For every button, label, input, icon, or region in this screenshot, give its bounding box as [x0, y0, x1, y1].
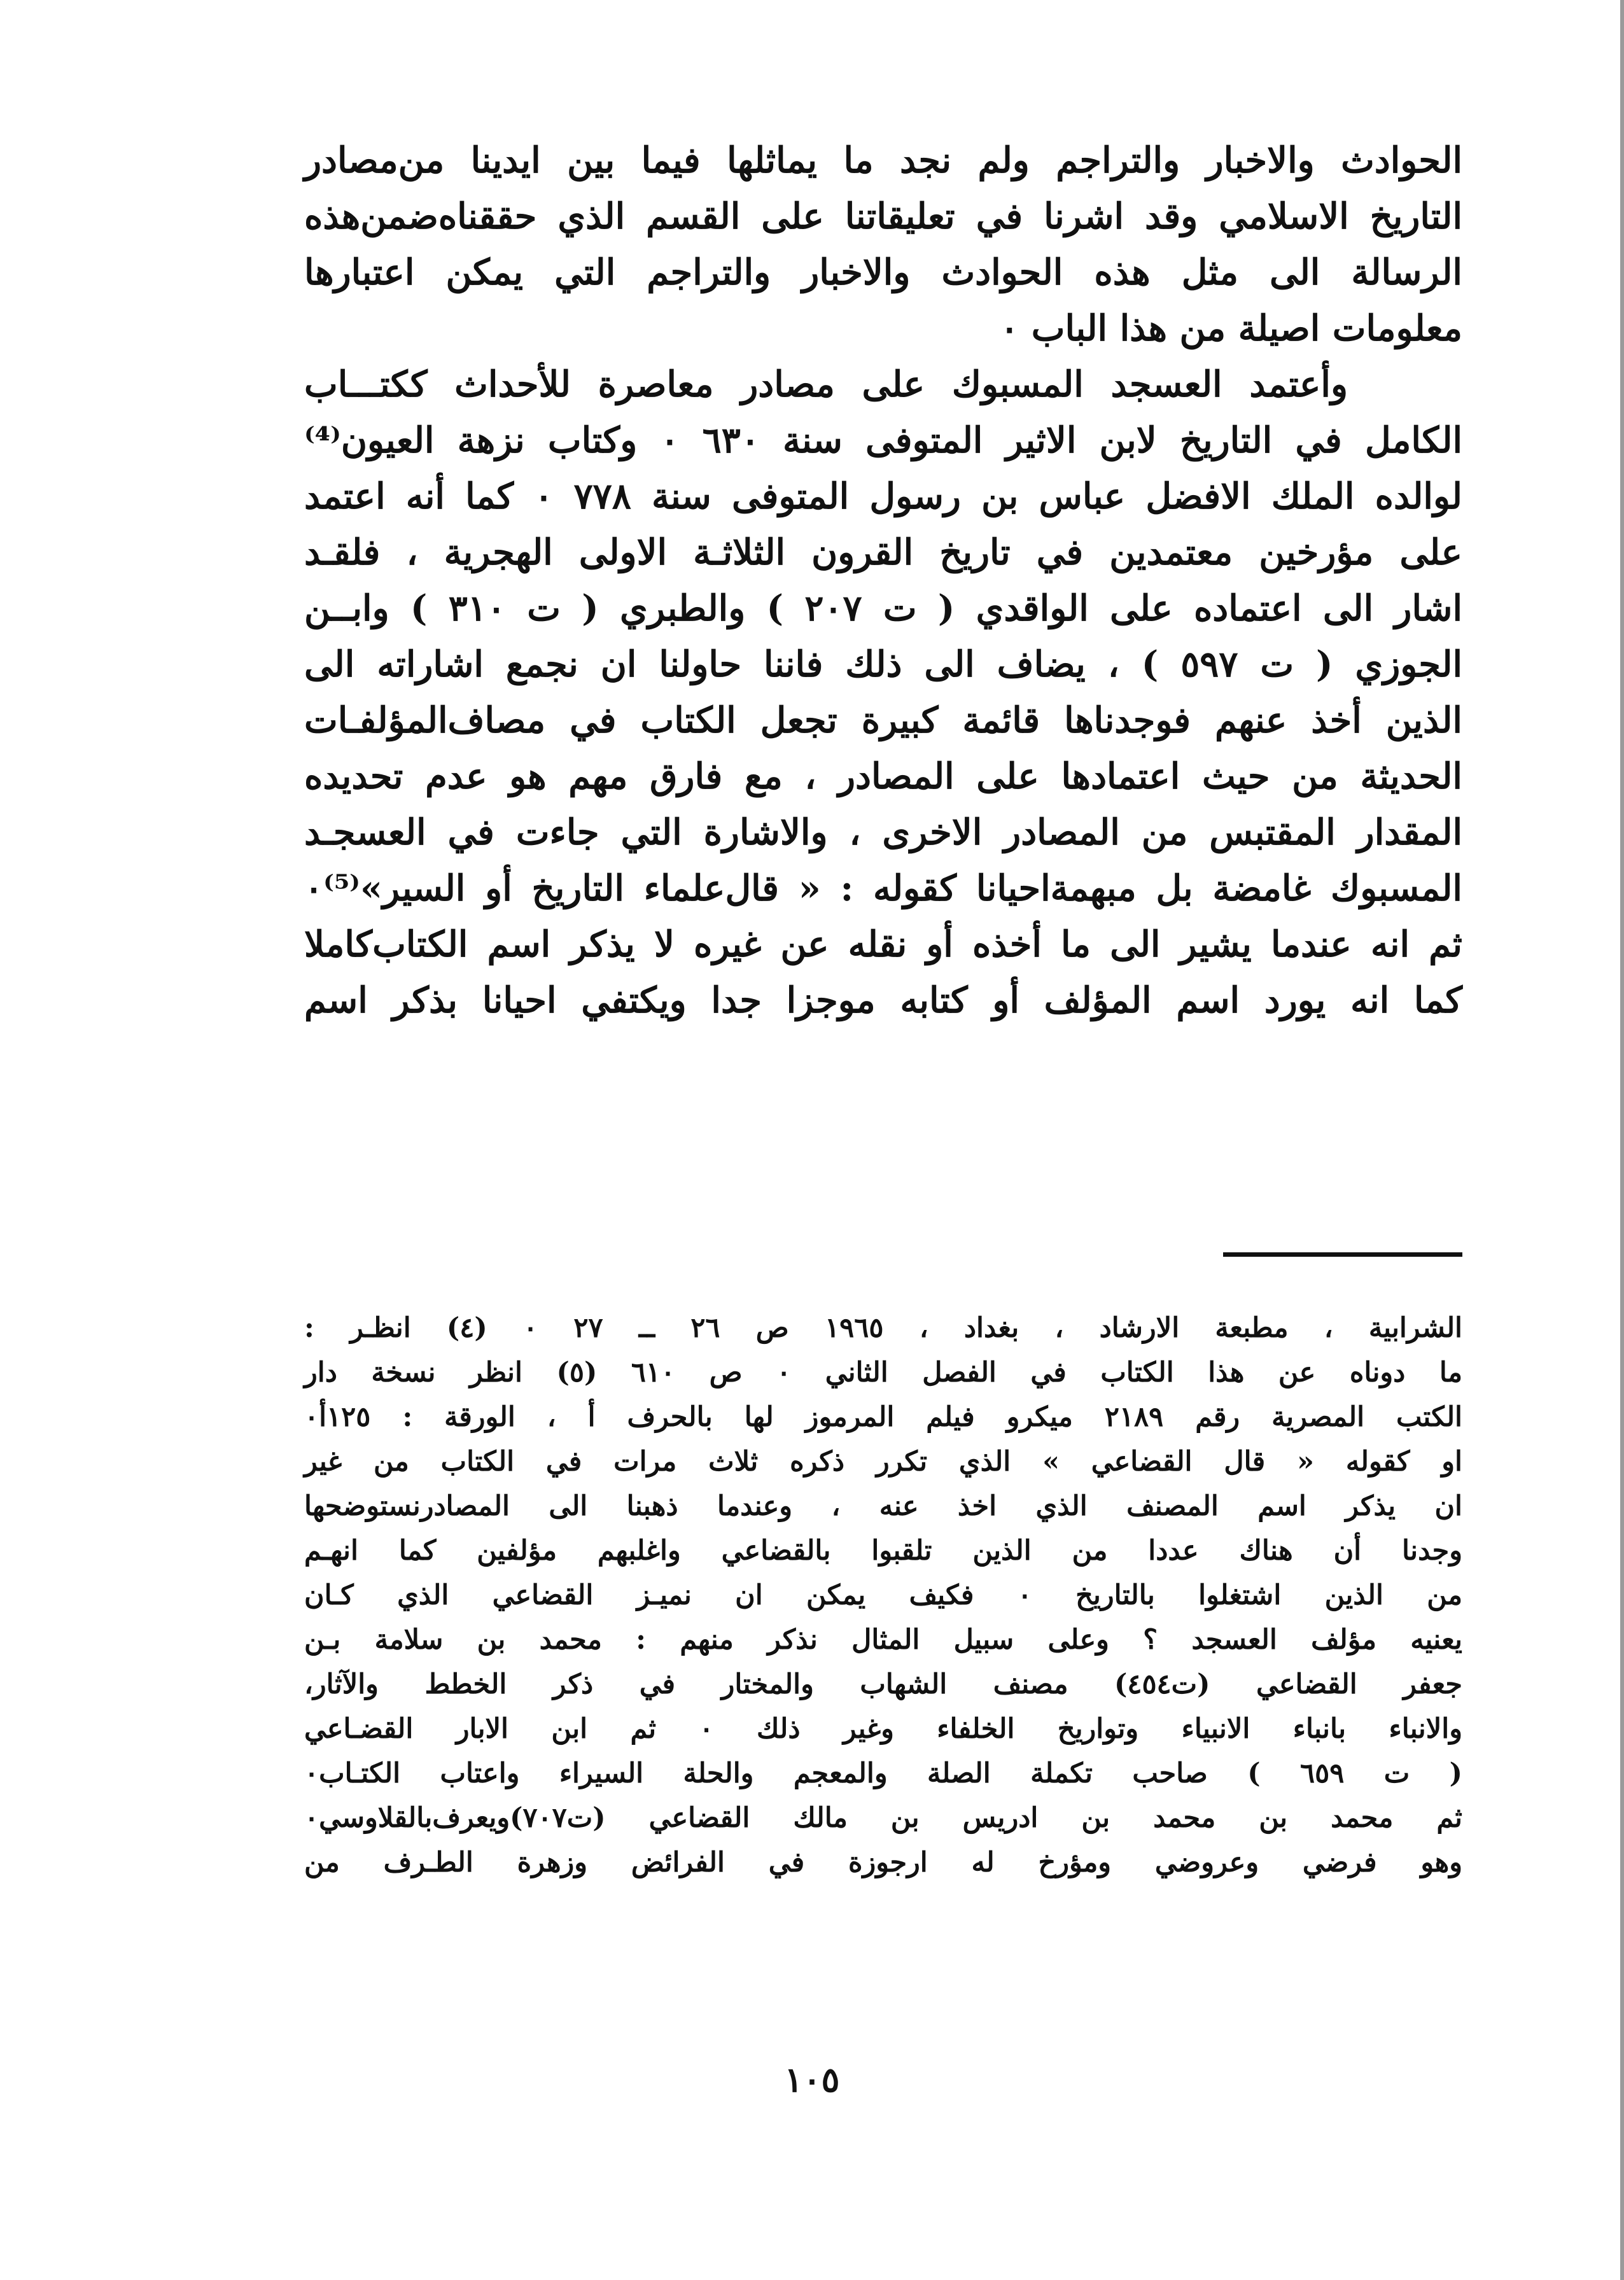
body-line: لوالده الملك الافضل عباس بن رسول المتوفى سنة ٧٧٨ ٠ كما أنه اعتمد: [304, 475, 1462, 517]
footnote-line: يعنيه مؤلف العسجد ؟ وعلى سبيل المثال نذكر منهم : محمد بن سلامة بـن: [304, 1624, 1462, 1656]
main-text: [304, 132, 1462, 1028]
body-line: الكامل في التاريخ لابن الاثير المتوفى سنة ٦٣٠ ٠ وكتاب نزهة العيون⁽⁴⁾: [304, 419, 1463, 461]
footnote-line: من الذين اشتغلوا بالتاريخ ٠ فكيف يمكن ان نميـز القضاعي الذي كـان: [304, 1579, 1462, 1611]
footnote-line: الكتب المصرية رقم ٢١٨٩ ميكرو فيلم المرموز لها بالحرف أ ، الورقة : ١٢٥أ٠: [304, 1401, 1462, 1433]
footnote-line: ثم محمد بن محمد بن ادريس بن مالك القضاعي (ت٧٠٧)ويعرف‌بالقلاوسي٠: [304, 1802, 1462, 1834]
footnotes: [304, 1306, 1462, 1885]
footnote-line: ان يذكر اسم المصنف الذي اخذ عنه ، وعندما ذهبنا الى المصادرنستوضحها: [304, 1490, 1462, 1522]
footnote-line: ( ت ٦٥٩ ) صاحب تكملة الصلة والمعجم والحلة السيراء واعتاب الكتـاب٠: [304, 1758, 1462, 1789]
footnote-line: وهو فرضي وعروضي ومؤرخ له ارجوزة في الفرائض وزهرة الطـرف من: [304, 1847, 1462, 1878]
footnote-line: الشرابية ، مطبعة الارشاد ، بغداد ، ١٩٦٥ ص ٢٦ ــ ٢٧ ٠ (٤) انظـر :: [304, 1312, 1463, 1344]
body-line: وأعتمد العسجد المسبوك على مصادر معاصرة للأحداث ككتـــاب: [304, 363, 1348, 405]
footnote-line: وجدنا أن هناك عددا من الذين تلقبوا بالقضاعي واغلبهم مؤلفين كما انهـم: [304, 1535, 1462, 1567]
footnote-line: ما دوناه عن هذا الكتاب في الفصل الثاني ٠ ص ٦١٠ (٥) انظر نسخة دار: [304, 1357, 1462, 1388]
footnote-line: جعفر القضاعي (ت٤٥٤) مصنف الشهاب والمختار في ذكر الخطط والآثار،: [304, 1668, 1462, 1700]
body-line: الرسالة الى مثل هذه الحوادث والاخبار والتراجم التي يمكن اعتبارها: [304, 251, 1462, 293]
body-line: المسبوك غامضة بل مبهمة‌احيانا كقوله : « قال‌علماء التاريخ أو السير»⁽⁵⁾٠: [304, 867, 1462, 909]
body-line: الذين أخذ عنهم فوجدناها قائمة كبيرة تجعل الكتاب في مصاف‌المؤلفـات: [304, 699, 1462, 741]
footnote-divider: [1223, 1252, 1462, 1257]
body-line: على مؤرخين معتمدين في تاريخ القرون الثلاثـة الاولى الهجرية ، فلقـد: [304, 531, 1462, 573]
body-line: الحوادث والاخبار والتراجم ولم نجد ما يماثلها فيما بين ايدينا من‌مصادر: [304, 139, 1462, 181]
page-edge: [1620, 0, 1624, 2280]
body-line: المقدار المقتبس من المصادر الاخرى ، والاشارة التي جاءت في العسجـد: [304, 811, 1462, 853]
body-line: التاريخ الاسلامي وقد اشرنا في تعليقاتنا على القسم الذي حققناه‌ضمن‌هذه: [304, 195, 1462, 237]
body-line: اشار الى اعتماده على الواقدي ( ت ٢٠٧ ) والطبري ( ت ٣١٠ ) وابــن: [304, 587, 1462, 629]
body-line: ثم انه عندما يشير الى ما أخذه أو نقله عن غيره لا يذكر اسم الكتاب‌كاملا: [304, 923, 1462, 965]
page-number: ١٠٥: [784, 2059, 840, 2100]
body-line: الحديثة من حيث اعتمادها على المصادر ، مع فارق مهم هو عدم تحديده: [304, 755, 1462, 797]
body-line: معلومات اصيلة من هذا الباب ٠: [1000, 307, 1462, 349]
footnote-line: والانباء بانباء الانبياء وتواريخ الخلفاء وغير ذلك ٠ ثم ابن الابار القضـاعي: [304, 1713, 1462, 1745]
body-line: الجوزي ( ت ٥٩٧ ) ، يضاف الى ذلك فاننا حاولنا ان نجمع اشاراته الى: [304, 643, 1462, 685]
footnote-line: او كقوله « قال القضاعي » الذي تكرر ذكره ثلاث مرات في الكتاب من غير: [304, 1446, 1462, 1478]
body-line: كما انه يورد اسم المؤلف أو كتابه موجزا جدا ويكتفي احيانا بذكر اسم: [304, 979, 1462, 1021]
